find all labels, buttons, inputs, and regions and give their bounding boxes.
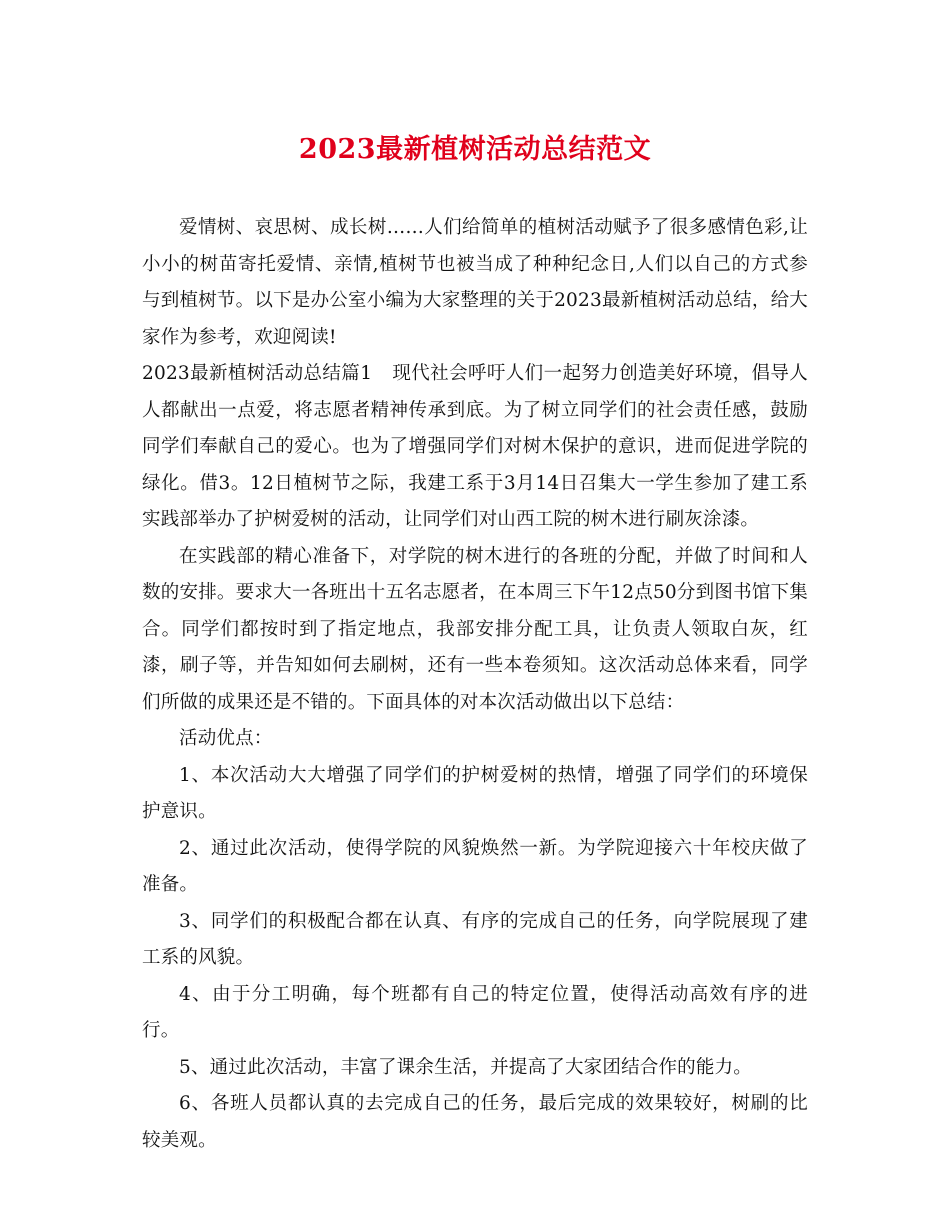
document-title: 2023最新植树活动总结范文 <box>298 134 652 165</box>
advantage-point-5: 5、通过此次活动，丰富了课余生活，并提高了大家团结合作的能力。 <box>179 1056 752 1078</box>
intro-paragraph: 爱情树、哀思树、成长树……人们给简单的植树活动赋予了很多感情色彩,让小小的树苗寄托爱情、亲情,植树节也被当成了种种纪念日,人们以自己的方式参与到植树节。以下是办公室小编为大家整理的关于2023最新植树活动总结，给大家作为参考，欢迎阅读! <box>142 217 808 348</box>
advantage-point-4: 4、由于分工明确，每个班都有自己的特定位置，使得活动高效有序的进行。 <box>142 983 808 1041</box>
section-1-heading: 2023最新植树活动总结篇1 <box>142 363 373 384</box>
advantage-point-3: 3、同学们的积极配合都在认真、有序的完成自己的任务，向学院展现了建工系的风貌。 <box>142 910 808 968</box>
section-1-paragraph <box>142 356 808 539</box>
advantage-point-1: 1、本次活动大大增强了同学们的护树爱树的热情，增强了同学们的环境保护意识。 <box>142 764 808 822</box>
advantage-point-6: 6、各班人员都认真的去完成自己的任务，最后完成的效果较好，树刷的比较美观。 <box>142 1093 808 1151</box>
advantages-heading: 活动优点： <box>179 728 273 749</box>
paragraph-2: 在实践部的精心准备下，对学院的树木进行的各班的分配，并做了时间和人数的安排。要求大一各班出十五名志愿者，在本周三下午12点50分到图书馆下集合。同学们都按时到了指定地点，我部安排分配工具，让负责人领取白灰，红漆，刷子等，并告知如何去刷树，还有一些本卷须知。这次活动总体来看，同学们所做的成果还是不错的。下面具体的对本次活动做出以下总结： <box>142 545 808 713</box>
advantage-point-2: 2、通过此次活动，使得学院的风貌焕然一新。为学院迎接六十年校庆做了准备。 <box>142 837 808 895</box>
section-1-text: 现代社会呼吁人们一起努力创造美好环境，倡导人人都献出一点爱，将志愿者精神传承到底。为了树立同学们的社会责任感，鼓励同学们奉献自己的爱心。也为了增强同学们对树木保护的意识，进而促进学院的绿化。借3。12日植树节之际，我建工系于3月14日召集大一学生参加了建工系实践部举办了护树爱树的活动，让同学们对山西工院的树木进行刷灰涂漆。 <box>142 363 808 530</box>
